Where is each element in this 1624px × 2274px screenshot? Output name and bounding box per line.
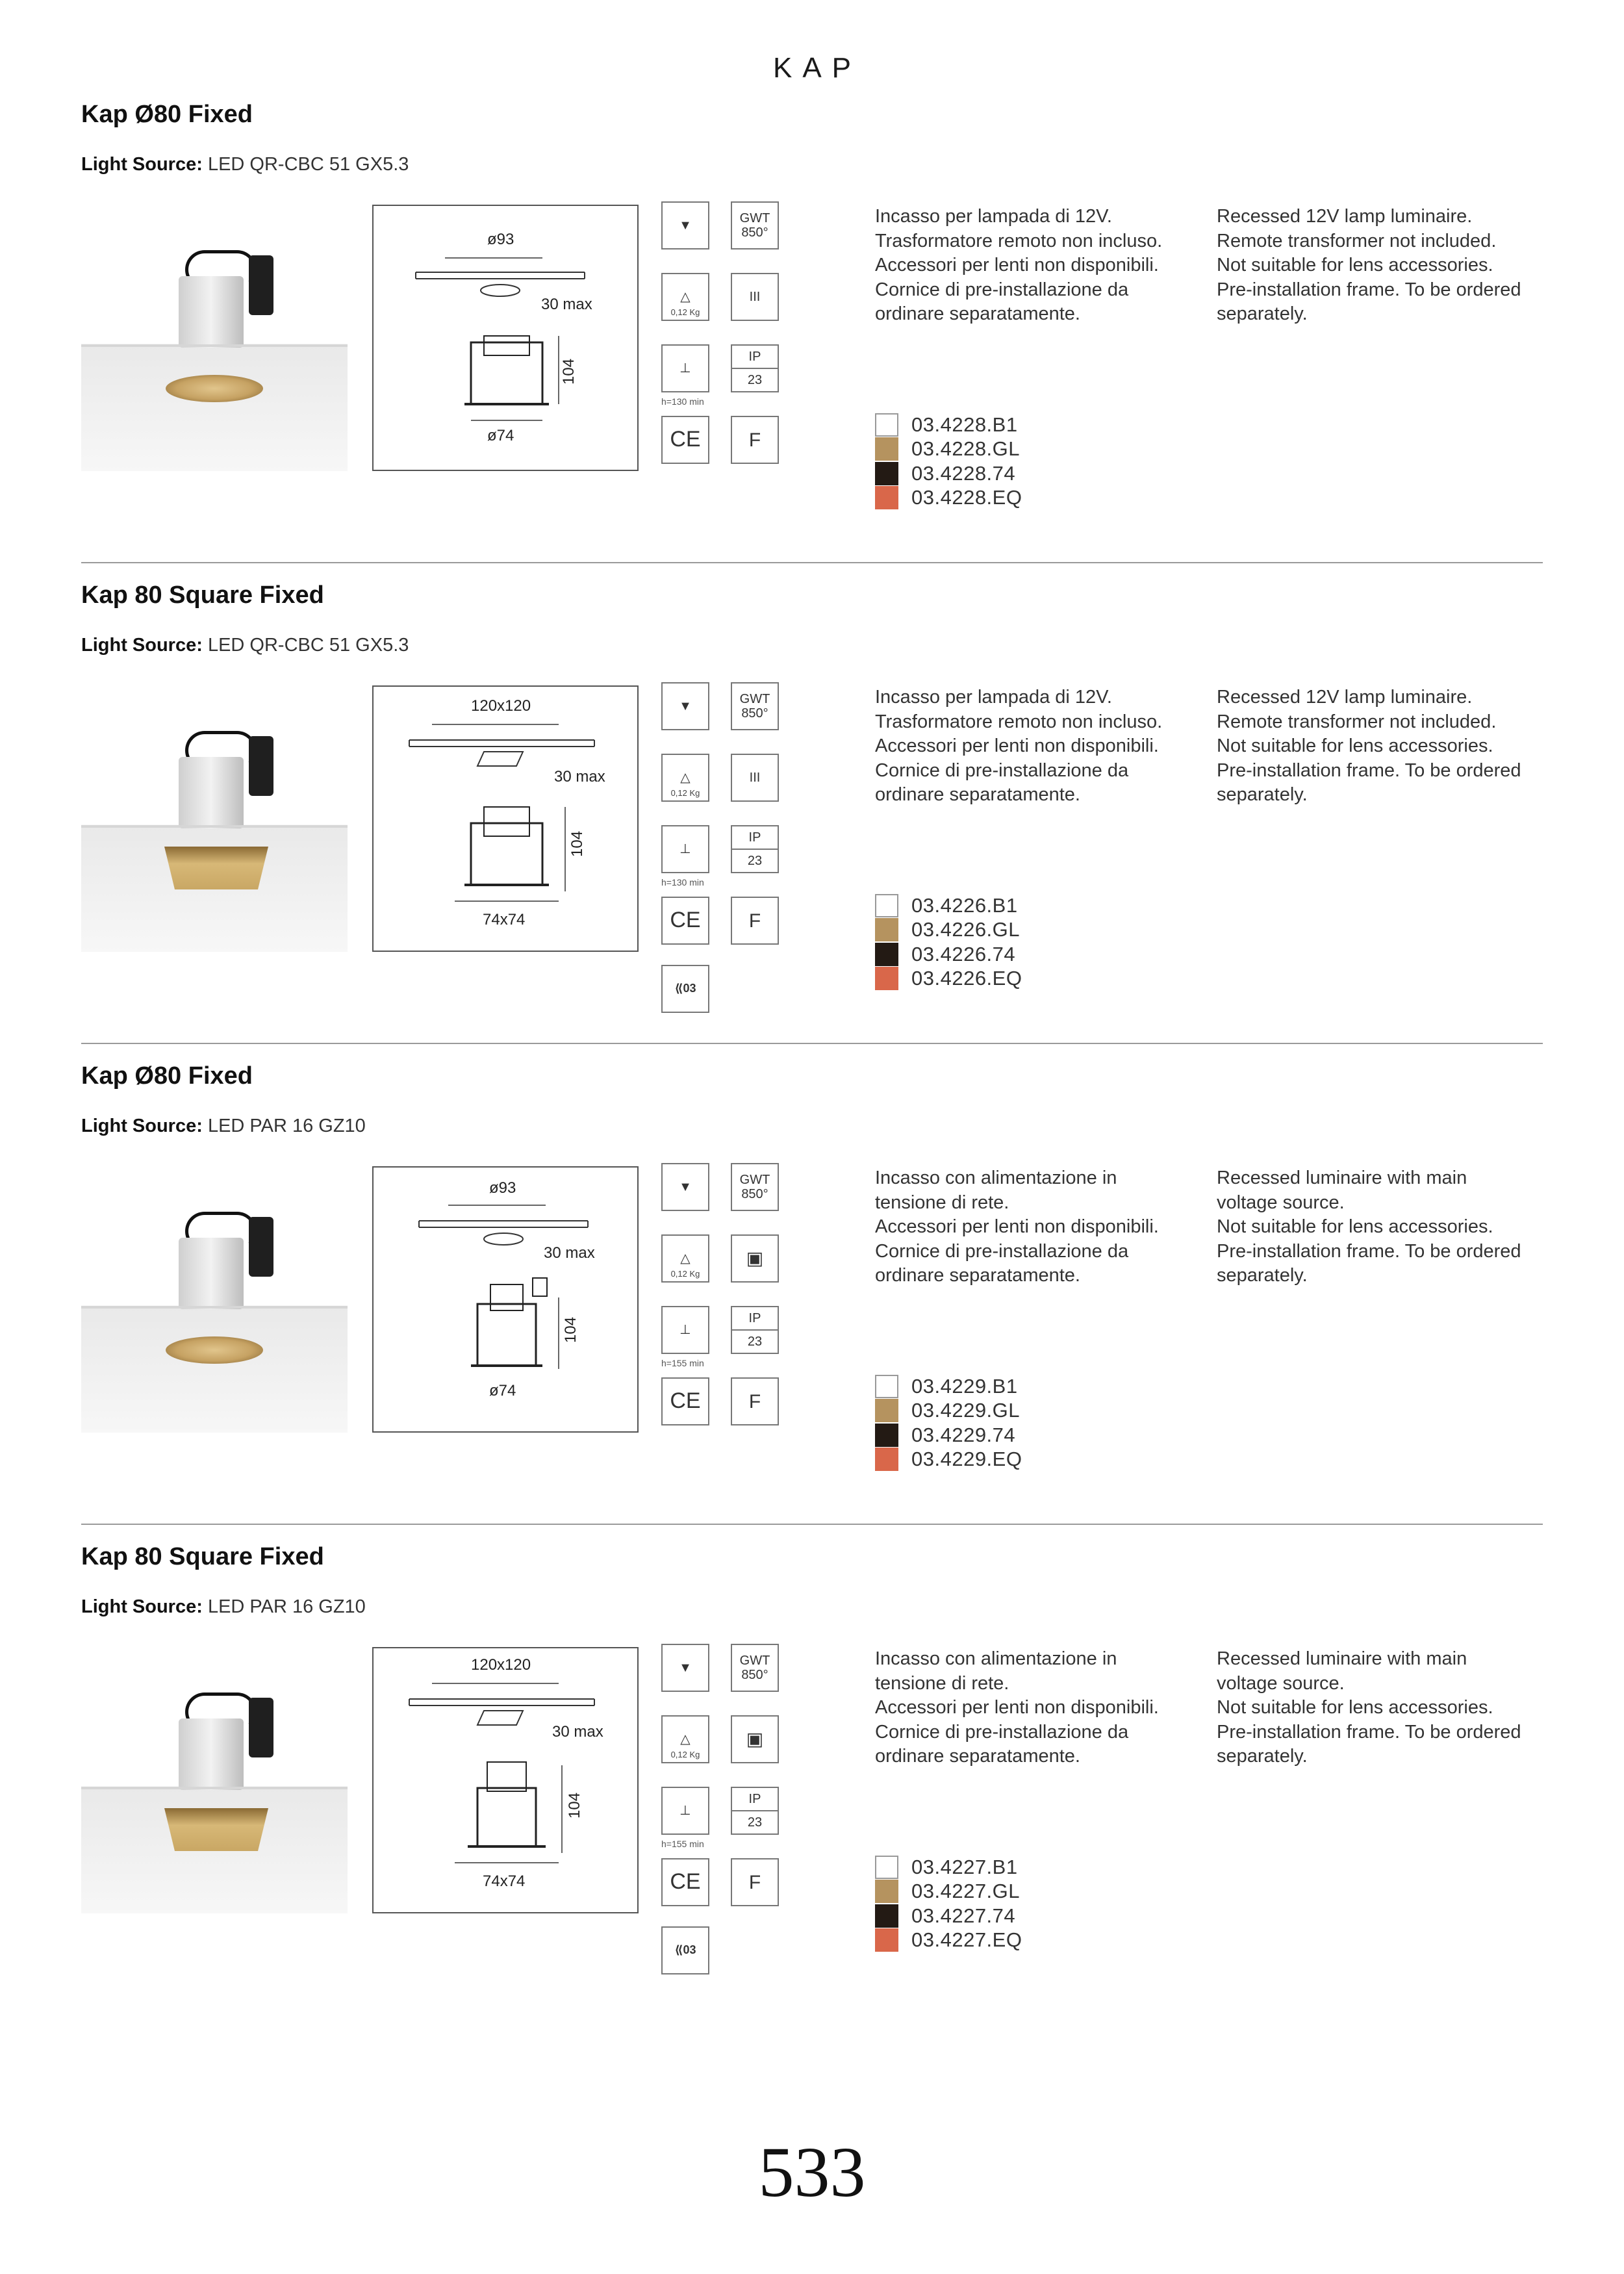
- desc-en-line: Pre-installation frame. To be ordered: [1217, 1240, 1521, 1262]
- finish-row: [875, 1423, 1022, 1448]
- gwt-label: GWT: [739, 1654, 770, 1668]
- f-mark-icon: [731, 897, 779, 945]
- desc-en-line: Pre-installation frame. To be ordered: [1217, 279, 1521, 300]
- desc-en-line: voltage source.: [1217, 1192, 1345, 1213]
- desc-it-line: Incasso per lampada di 12V.: [875, 687, 1112, 708]
- product-photo: [81, 205, 348, 471]
- finish-code: 03.4227.74: [911, 1904, 1016, 1927]
- gwt-value: 850°: [741, 225, 768, 240]
- finish-row: [875, 1904, 1022, 1928]
- gwt-label: GWT: [739, 692, 770, 706]
- weight-icon: △ 0,12 Kg: [661, 754, 709, 802]
- finish-row: [875, 1880, 1022, 1904]
- ceiling-shape: [81, 825, 348, 828]
- min-height-caption: h=155 min: [661, 1839, 704, 1849]
- copper-swatch: [875, 486, 898, 509]
- ip-value: 23: [732, 1810, 778, 1833]
- installation-height-icon: ⊥: [661, 825, 709, 873]
- ip-value: 23: [732, 1329, 778, 1353]
- technical-drawing: [372, 205, 639, 471]
- ip-rating-icon: [731, 1306, 779, 1354]
- desc-en-line: Recessed luminaire with main: [1217, 1648, 1467, 1669]
- installation-height-icon: ⊥: [661, 344, 709, 392]
- desc-en-line: separately.: [1217, 1265, 1308, 1286]
- finish-code: 03.4228.74: [911, 461, 1016, 485]
- desc-en-line: Recessed 12V lamp luminaire.: [1217, 687, 1473, 708]
- f-mark-label: F: [748, 1871, 761, 1893]
- lamp-body-shape: [179, 757, 244, 828]
- description-italian: [875, 205, 1213, 327]
- section-divider: [81, 1043, 1543, 1044]
- depth-dimension: 30 max: [544, 1244, 595, 1262]
- finish-codes: [875, 413, 1022, 510]
- energy-class-icon: ⟪ 03: [661, 1926, 709, 1974]
- light-source: [81, 1596, 366, 1618]
- desc-en-line: Recessed luminaire with main: [1217, 1168, 1467, 1188]
- description-italian: [875, 1647, 1213, 1769]
- height-dimension: 104: [560, 358, 577, 385]
- description-english: [1217, 1647, 1542, 1769]
- top-dimension: 120x120: [471, 697, 531, 715]
- desc-it-line: ordinare separatamente.: [875, 1265, 1080, 1286]
- finish-row: [875, 486, 1022, 511]
- product-section-4: [81, 1543, 1543, 2024]
- ceiling-shape: [81, 1306, 348, 1309]
- finish-row: [875, 893, 1022, 918]
- desc-en-line: Pre-installation frame. To be ordered: [1217, 1721, 1521, 1743]
- finish-row: [875, 1448, 1022, 1472]
- bottom-dimension: ø74: [487, 427, 514, 444]
- description-italian: [875, 685, 1213, 808]
- finish-code: 03.4229.B1: [911, 1374, 1018, 1398]
- desc-it-line: tensione di rete.: [875, 1672, 1009, 1694]
- desc-it-line: Incasso con alimentazione in: [875, 1168, 1117, 1188]
- finish-row: [875, 1374, 1022, 1399]
- bottom-dimension: 74x74: [483, 1872, 526, 1890]
- height-dimension: 104: [566, 1792, 583, 1819]
- driver-shape: [249, 1698, 273, 1757]
- finish-row: [875, 1855, 1022, 1880]
- finish-codes: [875, 893, 1022, 991]
- ce-mark-icon: [661, 897, 709, 945]
- desc-it-line: Accessori per lenti non disponibili.: [875, 255, 1159, 275]
- lamp-body-shape: [179, 1718, 244, 1790]
- desc-en-line: separately.: [1217, 784, 1308, 805]
- class-iii-icon: [731, 754, 779, 802]
- desc-en-line: voltage source.: [1217, 1672, 1345, 1694]
- f-mark-icon: [731, 416, 779, 464]
- section-divider: [81, 562, 1543, 563]
- desc-it-line: Accessori per lenti non disponibili.: [875, 1216, 1159, 1237]
- ip-label: IP: [748, 350, 761, 364]
- gwt-icon: [731, 201, 779, 249]
- weight-label: 0,12 Kg: [670, 307, 700, 317]
- ip-value: 23: [732, 849, 778, 872]
- white-swatch: [875, 1375, 898, 1398]
- desc-en-line: Not suitable for lens accessories.: [1217, 735, 1493, 756]
- weight-label: 0,12 Kg: [670, 1268, 700, 1279]
- depth-dimension: 30 max: [552, 1723, 603, 1741]
- min-height-caption: h=130 min: [661, 877, 704, 888]
- light-source-label: Light Source:: [81, 1596, 203, 1617]
- class-i-icon: ▣: [731, 1234, 779, 1283]
- ip-rating-icon: [731, 344, 779, 392]
- finish-row: [875, 437, 1022, 462]
- light-source-value: LED QR-CBC 51 GX5.3: [207, 154, 409, 175]
- f-mark-label: F: [748, 429, 761, 451]
- light-source: [81, 154, 409, 175]
- ce-mark-label: CE: [670, 908, 701, 933]
- min-height-caption: h=130 min: [661, 396, 704, 407]
- technical-drawing: [372, 1166, 639, 1433]
- gwt-icon: [731, 1644, 779, 1692]
- desc-it-line: Accessori per lenti non disponibili.: [875, 735, 1159, 756]
- desc-it-line: tensione di rete.: [875, 1192, 1009, 1213]
- desc-en-line: separately.: [1217, 303, 1308, 324]
- gold-swatch: [875, 918, 898, 941]
- desc-en-line: Not suitable for lens accessories.: [1217, 1216, 1493, 1237]
- description-english: [1217, 205, 1542, 327]
- desc-it-line: Cornice di pre-installazione da: [875, 1240, 1129, 1262]
- finish-row: [875, 413, 1022, 437]
- finish-code: 03.4226.B1: [911, 893, 1018, 917]
- gold-round-reflector: [166, 1336, 263, 1364]
- ip-label: IP: [748, 1311, 761, 1325]
- finish-code: 03.4229.74: [911, 1423, 1016, 1446]
- desc-it-line: Trasformatore remoto non incluso.: [875, 711, 1163, 732]
- f-mark-icon: [731, 1858, 779, 1906]
- white-swatch: [875, 894, 898, 917]
- desc-en-line: Recessed 12V lamp luminaire.: [1217, 206, 1473, 227]
- finish-code: 03.4227.GL: [911, 1880, 1021, 1903]
- lamp-body-shape: [179, 1238, 244, 1309]
- gold-square-reflector: [164, 1808, 268, 1851]
- desc-it-line: Cornice di pre-installazione da: [875, 1721, 1129, 1743]
- black-swatch: [875, 1904, 898, 1928]
- page-number: 533: [758, 2132, 866, 2212]
- product-photo: [81, 1647, 348, 1913]
- gwt-value: 850°: [741, 1668, 768, 1682]
- finish-code: 03.4228.B1: [911, 413, 1018, 436]
- product-title: Kap 80 Square Fixed: [81, 1543, 324, 1570]
- product-photo: [81, 1166, 348, 1433]
- gwt-value: 850°: [741, 1187, 768, 1201]
- technical-drawing: [372, 1647, 639, 1913]
- height-dimension: 104: [568, 830, 586, 857]
- gold-swatch: [875, 437, 898, 461]
- white-swatch: [875, 413, 898, 437]
- energy-class-label: 03: [683, 1943, 696, 1957]
- product-photo: [81, 685, 348, 952]
- gwt-icon: [731, 682, 779, 730]
- weight-icon: △ 0,12 Kg: [661, 1234, 709, 1283]
- height-dimension: 104: [562, 1316, 579, 1343]
- weight-icon: △ 0,12 Kg: [661, 1715, 709, 1763]
- ip-value: 23: [732, 368, 778, 391]
- weight-label: 0,12 Kg: [670, 787, 700, 798]
- finish-row: [875, 461, 1022, 486]
- desc-it-line: ordinare separatamente.: [875, 1746, 1080, 1767]
- finish-code: 03.4228.GL: [911, 437, 1021, 461]
- gold-swatch: [875, 1880, 898, 1903]
- ce-mark-label: CE: [670, 427, 701, 452]
- finish-code: 03.4227.EQ: [911, 1928, 1022, 1952]
- class-iii-icon: [731, 273, 779, 321]
- class-iii-label: III: [749, 771, 761, 785]
- product-section-2: [81, 581, 1543, 1062]
- desc-it-line: Incasso per lampada di 12V.: [875, 206, 1112, 227]
- brand-title: KAP: [772, 52, 862, 84]
- light-source-label: Light Source:: [81, 1116, 203, 1136]
- desc-en-line: Remote transformer not included.: [1217, 711, 1497, 732]
- ceiling-shape: [81, 1787, 348, 1789]
- beam-icon: ▼: [661, 682, 709, 730]
- technical-drawing: [372, 685, 639, 952]
- desc-en-line: Pre-installation frame. To be ordered: [1217, 760, 1521, 781]
- gwt-value: 850°: [741, 706, 768, 721]
- beam-icon: ▼: [661, 1644, 709, 1692]
- desc-it-line: Trasformatore remoto non incluso.: [875, 230, 1163, 251]
- top-dimension: 120x120: [471, 1656, 531, 1674]
- desc-it-line: Accessori per lenti non disponibili.: [875, 1697, 1159, 1718]
- gold-swatch: [875, 1399, 898, 1422]
- driver-shape: [249, 1217, 273, 1277]
- section-divider: [81, 1524, 1543, 1525]
- beam-icon: ▼: [661, 1163, 709, 1211]
- ce-mark-icon: [661, 1858, 709, 1906]
- gwt-label: GWT: [739, 211, 770, 225]
- ip-rating-icon: [731, 825, 779, 873]
- driver-shape: [249, 255, 273, 315]
- class-i-icon: ▣: [731, 1715, 779, 1763]
- gwt-label: GWT: [739, 1173, 770, 1187]
- finish-code: 03.4226.GL: [911, 918, 1021, 941]
- ceiling-shape: [81, 344, 348, 347]
- driver-shape: [249, 736, 273, 796]
- gold-round-reflector: [166, 375, 263, 402]
- product-title: Kap Ø80 Fixed: [81, 1062, 253, 1090]
- desc-it-line: Cornice di pre-installazione da: [875, 760, 1129, 781]
- white-swatch: [875, 1856, 898, 1879]
- finish-code: 03.4227.B1: [911, 1855, 1018, 1878]
- depth-dimension: 30 max: [554, 768, 605, 786]
- copper-swatch: [875, 1928, 898, 1952]
- desc-en-line: Not suitable for lens accessories.: [1217, 1697, 1493, 1718]
- light-source: [81, 1116, 366, 1137]
- desc-en-line: Remote transformer not included.: [1217, 230, 1497, 251]
- light-source-label: Light Source:: [81, 154, 203, 175]
- min-height-caption: h=155 min: [661, 1358, 704, 1368]
- light-source-value: LED PAR 16 GZ10: [207, 1116, 366, 1136]
- light-source-label: Light Source:: [81, 635, 203, 656]
- bottom-dimension: 74x74: [483, 911, 526, 928]
- product-title: Kap Ø80 Fixed: [81, 101, 253, 128]
- description-english: [1217, 685, 1542, 808]
- light-source: [81, 635, 409, 656]
- top-dimension: ø93: [489, 1179, 516, 1197]
- finish-code: 03.4229.GL: [911, 1399, 1021, 1422]
- f-mark-icon: [731, 1377, 779, 1425]
- finish-codes: [875, 1855, 1022, 1952]
- desc-it-line: ordinare separatamente.: [875, 784, 1080, 805]
- ce-mark-label: CE: [670, 1388, 701, 1414]
- depth-dimension: 30 max: [541, 296, 592, 313]
- desc-it-line: ordinare separatamente.: [875, 303, 1080, 324]
- ip-rating-icon: [731, 1787, 779, 1835]
- class-iii-label: III: [749, 290, 761, 304]
- installation-height-icon: ⊥: [661, 1306, 709, 1354]
- desc-en-line: separately.: [1217, 1746, 1308, 1767]
- desc-en-line: Not suitable for lens accessories.: [1217, 255, 1493, 275]
- black-swatch: [875, 943, 898, 966]
- product-title: Kap 80 Square Fixed: [81, 581, 324, 609]
- desc-it-line: Incasso con alimentazione in: [875, 1648, 1117, 1669]
- weight-icon: △ 0,12 Kg: [661, 273, 709, 321]
- beam-icon: ▼: [661, 201, 709, 249]
- lamp-body-shape: [179, 276, 244, 348]
- finish-row: [875, 967, 1022, 991]
- finish-code: 03.4228.EQ: [911, 486, 1022, 509]
- weight-label: 0,12 Kg: [670, 1749, 700, 1759]
- desc-it-line: Cornice di pre-installazione da: [875, 279, 1129, 300]
- finish-row: [875, 942, 1022, 967]
- light-source-value: LED PAR 16 GZ10: [207, 1596, 366, 1617]
- finish-row: [875, 1399, 1022, 1424]
- ce-mark-icon: [661, 416, 709, 464]
- description-italian: [875, 1166, 1213, 1288]
- ce-mark-label: CE: [670, 1869, 701, 1895]
- gwt-icon: [731, 1163, 779, 1211]
- finish-codes: [875, 1374, 1022, 1472]
- product-section-1: [81, 101, 1543, 581]
- energy-class-icon: ⟪ 03: [661, 965, 709, 1013]
- product-section-3: [81, 1062, 1543, 1543]
- f-mark-label: F: [748, 1390, 761, 1412]
- black-swatch: [875, 1424, 898, 1447]
- light-source-value: LED QR-CBC 51 GX5.3: [207, 635, 409, 656]
- ip-label: IP: [748, 1792, 761, 1806]
- finish-code: 03.4226.74: [911, 942, 1016, 965]
- copper-swatch: [875, 967, 898, 990]
- finish-code: 03.4229.EQ: [911, 1448, 1022, 1471]
- f-mark-label: F: [748, 910, 761, 932]
- ip-label: IP: [748, 830, 761, 845]
- black-swatch: [875, 462, 898, 485]
- finish-row: [875, 1928, 1022, 1953]
- top-dimension: ø93: [487, 231, 514, 248]
- finish-row: [875, 918, 1022, 943]
- description-english: [1217, 1166, 1542, 1288]
- copper-swatch: [875, 1448, 898, 1471]
- installation-height-icon: ⊥: [661, 1787, 709, 1835]
- finish-code: 03.4226.EQ: [911, 967, 1022, 990]
- gold-square-reflector: [164, 847, 268, 889]
- bottom-dimension: ø74: [489, 1382, 516, 1399]
- energy-class-label: 03: [683, 982, 696, 995]
- ce-mark-icon: [661, 1377, 709, 1425]
